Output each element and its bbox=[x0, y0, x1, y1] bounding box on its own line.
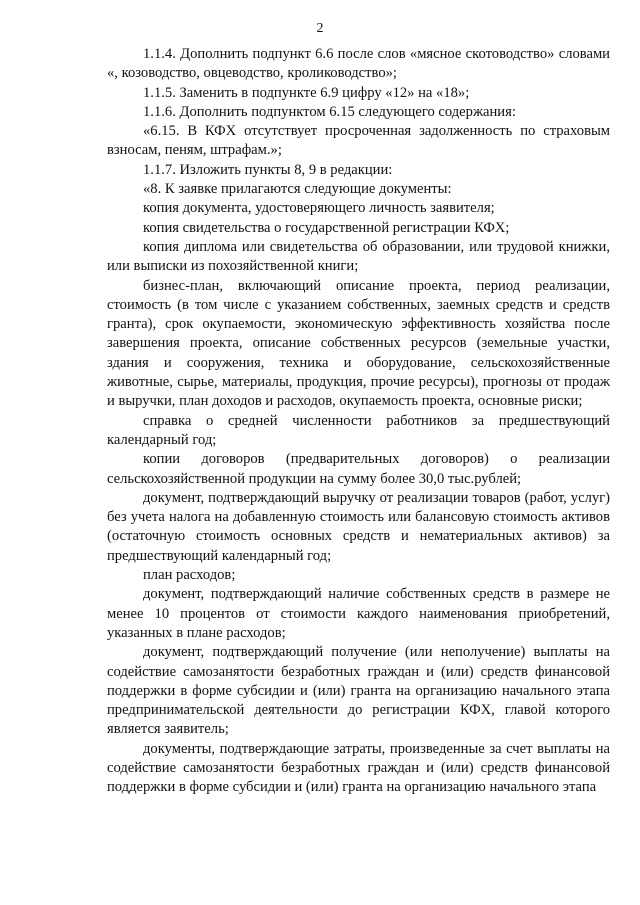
document-body bbox=[107, 45, 610, 798]
paragraph: документы, подтверждающие затраты, произведенные за счет выплаты на содействие самозанятости безработных граждан и (или) средств финансовой поддержки в форме субсидии и (или) гранта на организацию начального этапа bbox=[107, 740, 610, 796]
paragraph: 1.1.7. Изложить пункты 8, 9 в редакции: bbox=[143, 161, 393, 178]
paragraph: документ, подтверждающий получение (или неполучение) выплаты на содействие самозанятости безработных граждан и (или) средств финансовой поддержки в форме субсидии и (или) гранта на организацию начального этапа предпринимательской деятельности до регистрации КФХ, главой которого является заявитель; bbox=[107, 644, 610, 738]
paragraph: документ, подтверждающий наличие собственных средств в размере не менее 10 процентов от стоимости каждого наименования приобретений, указанных в плане расходов; bbox=[107, 586, 610, 641]
paragraph: копия свидетельства о государственной регистрации КФХ; bbox=[143, 219, 510, 236]
page-number: 2 bbox=[316, 21, 324, 36]
paragraph: справка о средней численности работников за предшествующий календарный год; bbox=[107, 412, 610, 448]
paragraph: 1.1.4. Дополнить подпункт 6.6 после слов «мясное скотоводство» словами «, козоводство, овцеводство, кролиководство»; bbox=[107, 46, 610, 82]
paragraph: копия диплома или свидетельства об образовании, или трудовой книжки, или выписки из похозяйственной книги; bbox=[107, 238, 610, 275]
paragraph: 1.1.6. Дополнить подпунктом 6.15 следующего содержания: bbox=[143, 103, 516, 120]
paragraph: «8. К заявке прилагаются следующие документы: bbox=[143, 181, 452, 198]
paragraph: документ, подтверждающий выручку от реализации товаров (работ, услуг) без учета налога на добавленную стоимость или балансовую стоимость активов (остаточную стоимость основных средств и нематериальных активов) за предшествующий календарный год; bbox=[107, 489, 610, 564]
paragraph: «6.15. В КФХ отсутствует просроченная задолженность по страховым взносам, пеням, штрафам.»; bbox=[107, 123, 610, 159]
paragraph: план расходов; bbox=[143, 567, 236, 584]
paragraph: копия документа, удостоверяющего личность заявителя; bbox=[143, 200, 495, 217]
paragraph: бизнес-план, включающий описание проекта, период реализации, стоимость (в том числе с указанием собственных, заемных средств и средств гранта), срок окупаемости, экономическую эффективность хозяйства после завершения проекта, описание собственных ресурсов (земельные участки, здания и сооружения, техника и оборудование, сельскохозяйственные животные, сырье, материалы, продукция, прочие ресурсы), прогнозы от продаж и выручки, план доходов и расходов, окупаемость проекта, основные риски; bbox=[107, 277, 610, 410]
paragraph: 1.1.5. Заменить в подпункте 6.9 цифру «12» на «18»; bbox=[143, 84, 470, 101]
paragraph: копии договоров (предварительных договоров) о реализации сельскохозяйственной продукции на сумму более 30,0 тыс.рублей; bbox=[107, 451, 610, 487]
